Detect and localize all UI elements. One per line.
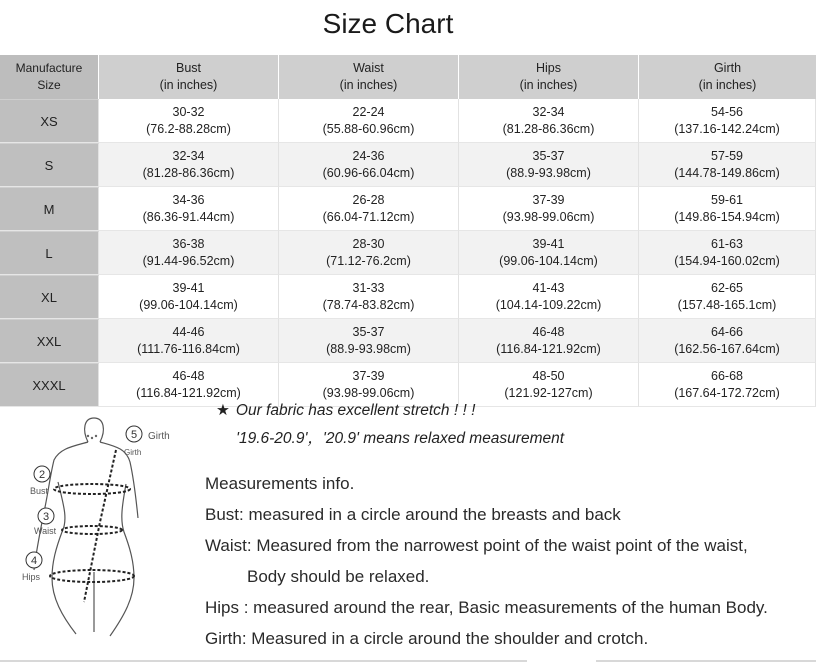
inch-value: 22-24 [352, 104, 385, 119]
inch-value: 62-65 [711, 280, 743, 295]
header-unit: (in inches) [698, 78, 757, 92]
marker-number: 4 [30, 555, 38, 567]
cm-value: (78.74-83.82cm) [322, 297, 415, 312]
inch-value: 57-59 [711, 148, 743, 163]
inch-value: 35-37 [532, 148, 565, 163]
inch-value: 44-46 [172, 324, 205, 339]
cm-value: (137.16-142.24cm) [674, 121, 780, 136]
header-unit: (in inches) [159, 78, 218, 92]
inch-value: 54-56 [711, 104, 743, 119]
marker-number: 5 [130, 429, 138, 441]
inch-value: 32-34 [172, 148, 205, 163]
cm-value: (111.76-116.84cm) [137, 341, 240, 356]
table-row [0, 143, 816, 187]
cm-value: (104.14-109.22cm) [495, 297, 602, 312]
inch-value: 48-50 [532, 368, 565, 383]
inch-value: 64-66 [711, 324, 743, 339]
table-cell [99, 187, 279, 231]
size-label: XS [0, 99, 99, 143]
info-bust: Bust: measured in a circle around the breasts and back [205, 505, 621, 524]
table-cell [459, 231, 639, 275]
table-cell [279, 187, 459, 231]
measure-lines [50, 450, 134, 602]
table-cell [279, 99, 459, 143]
cm-value: (81.28-86.36cm) [142, 165, 235, 180]
inch-value: 36-38 [172, 236, 205, 251]
table-cell [459, 275, 639, 319]
info-waist-cont: Body should be relaxed. [247, 567, 430, 586]
marker-name: Hips [22, 572, 41, 582]
cm-value: (93.98-99.06cm) [322, 385, 415, 400]
header-label: Waist [353, 61, 384, 75]
stretch-note: Our fabric has excellent stretch ! ! ! [235, 402, 476, 419]
table-cell [99, 319, 279, 363]
girth-line-label: Girth [124, 448, 142, 457]
inch-value: 35-37 [352, 324, 385, 339]
relaxed-note: '19.6-20.9'，'20.9' means relaxed measurement [236, 430, 565, 447]
cm-value: (167.64-172.72cm) [674, 385, 780, 400]
size-label: XXL [0, 319, 99, 363]
table-cell [639, 363, 816, 407]
cm-value: (99.06-104.14cm) [139, 297, 238, 312]
table-row [0, 187, 816, 231]
table-row [0, 319, 816, 363]
table-row [0, 275, 816, 319]
size-label: M [0, 187, 99, 231]
header-hips [459, 55, 639, 99]
cm-value: (93.98-99.06cm) [502, 209, 595, 224]
size-label: XL [0, 275, 99, 319]
table-cell [639, 231, 816, 275]
header-unit: (in inches) [339, 78, 398, 92]
inch-value: 66-68 [711, 368, 743, 383]
inch-value: 59-61 [711, 192, 743, 207]
size-chart-table [0, 55, 816, 407]
page-title: Size Chart [322, 8, 454, 39]
header-unit: Size [37, 78, 61, 92]
table-row [0, 231, 816, 275]
cm-value: (162.56-167.64cm) [674, 341, 780, 356]
inch-value: 26-28 [352, 192, 385, 207]
measurement-info [205, 468, 768, 654]
header-label: Manufacture [15, 61, 83, 75]
table-cell [459, 99, 639, 143]
table-cell [99, 143, 279, 187]
cm-value: (116.84-121.92cm) [496, 341, 601, 356]
inch-value: 46-48 [172, 368, 205, 383]
marker-number: 2 [38, 469, 46, 481]
table-cell [279, 143, 459, 187]
marker-number: 3 [42, 511, 50, 523]
header-bust [99, 55, 279, 99]
info-waist: Waist: Measured from the narrowest point of the waist point of the waist, [205, 536, 748, 555]
cm-value: (81.28-86.36cm) [502, 121, 595, 136]
header-label: Bust [175, 61, 201, 75]
inch-value: 32-34 [532, 104, 565, 119]
cm-value: (99.06-104.14cm) [499, 253, 598, 268]
marker-name: Bust [30, 486, 49, 496]
inch-value: 31-33 [352, 280, 385, 295]
info-heading: Measurements info. [205, 474, 355, 493]
header-unit: (in inches) [519, 78, 578, 92]
table-cell [639, 275, 816, 319]
table-cell [639, 319, 816, 363]
table-cell [279, 319, 459, 363]
table-cell [279, 231, 459, 275]
table-header-row [0, 55, 816, 99]
cm-value: (154.94-160.02cm) [674, 253, 780, 268]
table-cell [99, 231, 279, 275]
size-label: L [0, 231, 99, 275]
cm-value: (144.78-149.86cm) [674, 165, 780, 180]
marker-name: Girth [148, 431, 170, 442]
table-body [0, 99, 816, 407]
header-label: Hips [535, 61, 561, 75]
size-label: S [0, 143, 99, 187]
cm-value: (86.36-91.44cm) [142, 209, 235, 224]
inch-value: 24-36 [352, 148, 385, 163]
size-label: XXXL [0, 363, 99, 407]
divider [0, 660, 527, 662]
table-cell [459, 143, 639, 187]
marker-name: Waist [34, 526, 57, 536]
inch-value: 34-36 [172, 192, 205, 207]
table-row [0, 99, 816, 143]
inch-value: 30-32 [172, 104, 205, 119]
cm-value: (60.96-66.04cm) [322, 165, 415, 180]
cm-value: (55.88-60.96cm) [322, 121, 415, 136]
info-hips: Hips : measured around the rear, Basic measurements of the human Body. [205, 598, 768, 617]
table-cell [279, 275, 459, 319]
cm-value: (91.44-96.52cm) [142, 253, 235, 268]
header-waist [279, 55, 459, 99]
table-cell [99, 275, 279, 319]
inch-value: 37-39 [352, 368, 385, 383]
table-cell [459, 319, 639, 363]
stretch-notes [216, 400, 564, 450]
table-cell [99, 99, 279, 143]
header-label: Girth [713, 61, 742, 75]
inch-value: 41-43 [532, 280, 565, 295]
table-cell [459, 187, 639, 231]
star-icon: ★ [216, 402, 230, 419]
table-cell [639, 187, 816, 231]
inch-value: 28-30 [352, 236, 385, 251]
cm-value: (116.84-121.92cm) [136, 385, 241, 400]
inch-value: 39-41 [532, 236, 565, 251]
cm-value: (66.04-71.12cm) [322, 209, 415, 224]
cm-value: (149.86-154.94cm) [674, 209, 780, 224]
cm-value: (157.48-165.1cm) [677, 297, 777, 312]
cm-value: (121.92-127cm) [504, 385, 593, 400]
cm-value: (88.9-93.98cm) [506, 165, 591, 180]
body-measurement-figure [4, 402, 184, 654]
inch-value: 39-41 [172, 280, 205, 295]
cm-value: (88.9-93.98cm) [326, 341, 411, 356]
header-size [0, 55, 99, 99]
table-cell [639, 99, 816, 143]
table-cell [639, 143, 816, 187]
info-girth: Girth: Measured in a circle around the shoulder and crotch. [205, 629, 649, 648]
neck-dots [87, 435, 97, 439]
cm-value: (71.12-76.2cm) [326, 253, 411, 268]
inch-value: 61-63 [711, 236, 743, 251]
inch-value: 37-39 [532, 192, 565, 207]
header-girth [639, 55, 816, 99]
divider [596, 660, 816, 662]
inch-value: 46-48 [532, 324, 565, 339]
cm-value: (76.2-88.28cm) [146, 121, 231, 136]
